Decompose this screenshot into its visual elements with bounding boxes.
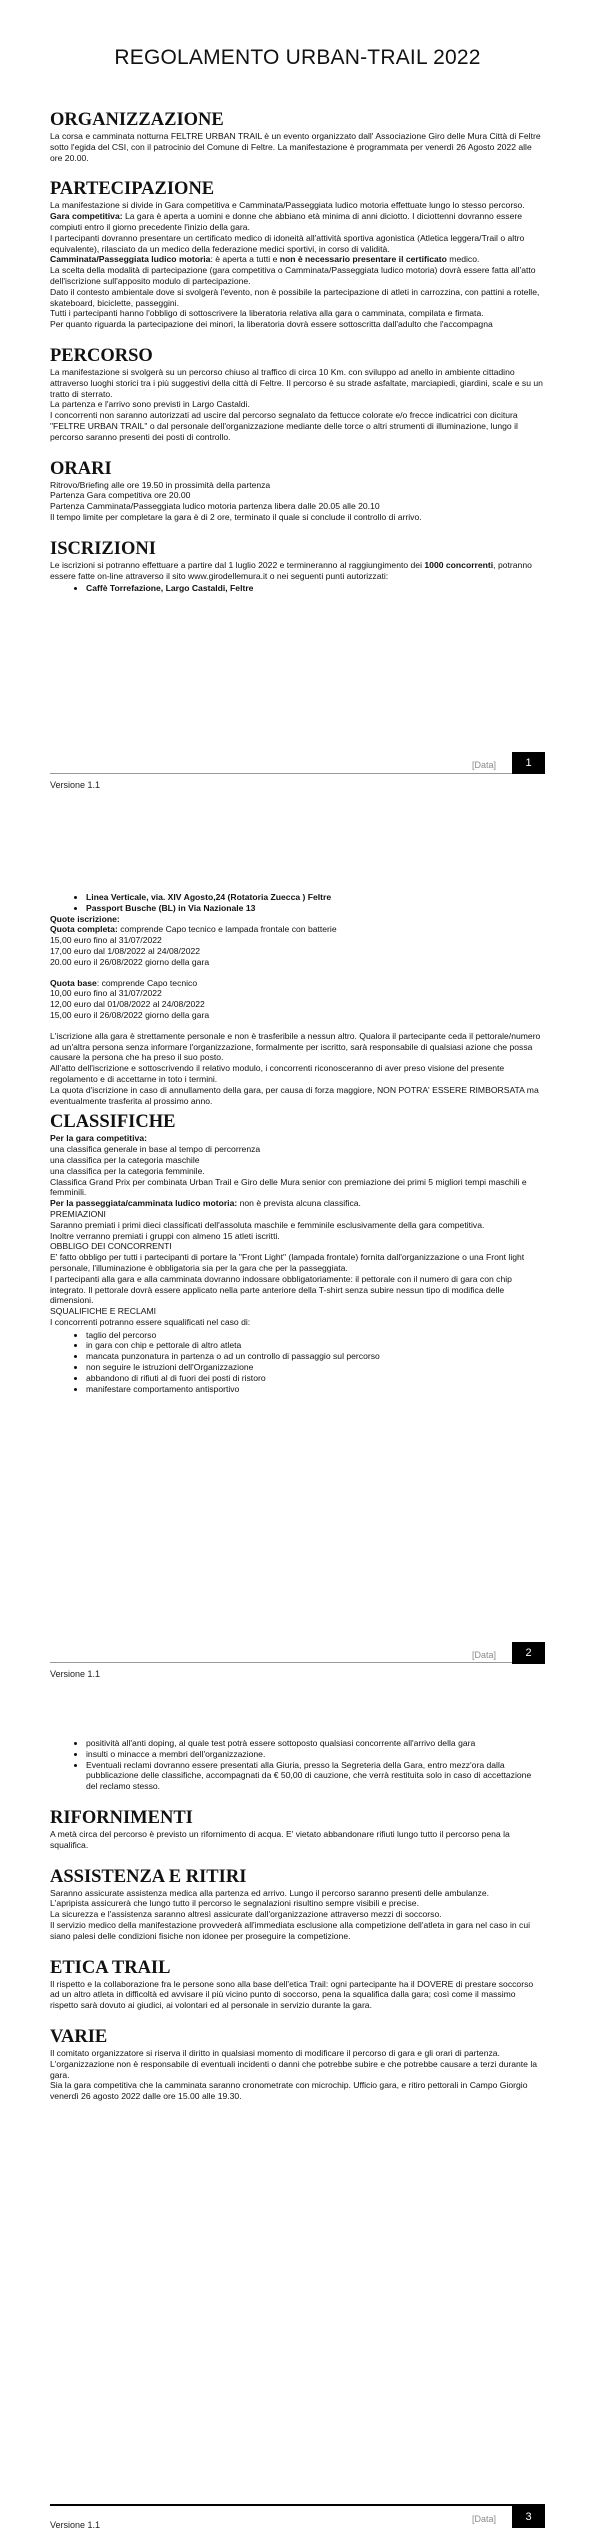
iscrizioni-text-start: Le iscrizioni si potranno effettuare a partire dal 1 luglio 2022 e termineranno al raggiungimento dei [50,559,425,570]
list-item: • Linea Verticale, via. XIV Agosto,24 (Rotatoria Zuecca ) Feltre [86,892,545,903]
heading-classifiche: CLASSIFICHE [50,1112,176,1133]
heading-partecipazione: PARTECIPAZIONE [50,179,215,200]
spacer [50,2011,545,2021]
squalifiche-text: I concorrenti potranno essere squalificati nel caso di: [50,1316,251,1327]
list-item: • mancata punzonatura in partenza o ad un controllo di passaggio sul percorso [86,1351,545,1362]
obbligo-text-1: E' fatto obbligo per tutti i partecipanti di portare la "Front Light" (lampada frontale) fornita dall'organizzazione o una Front light personale, l'illuminazione è obbligatoria sia per la gara che per la passeggiata. [50,1252,525,1273]
list-item: • Caffè Torrefazione, Largo Castaldi, Feltre [86,583,545,594]
quota-completa-label: Quota completa: [50,924,118,935]
camminata-label: Camminata/Passeggiata ludico motoria [50,254,211,265]
quota-completa-text: comprende Capo tecnico e lampada frontale con batterie [117,924,337,935]
classifiche-line-1: una classifica generale in base al tempo di percorrenza [50,1144,261,1155]
orari-line-1: Ritrovo/Briefing alle ore 19.50 in prossimità della partenza [50,479,271,490]
assistenza-text-4: Il servizio medico della manifestazione provvederà all'immediata esclusione alla competizione dell'atleta in gara nel caso in cui siano palesi delle condizioni fisiche non idonee per proseguire la competizione. [50,1919,531,1941]
spacer [50,1851,545,1861]
list-item: • non seguire le istruzioni dell'Organizzazione [86,1362,545,1373]
etica-text: Il rispetto e la collaborazione fra le persone sono alla base dell'etica Trail: ogni partecipante ha il DOVERE di prestare soccorso ad un altro atleta in difficoltà ed avvisare il più vicino punto di soccorso, pena la squalifica dalla gara; così come il massimo rispetto sarà dovuto ai giudici, ai volontari ed al personale in servizio durante la gara. [50,1978,534,2011]
varie-text-1: Il comitato organizzatore si riserva il diritto in qualsiasi momento di modificare il percorso di gara e gli orari di partenza. L'organizzazione non è responsabile di eventuali incidenti o danni che potrebbe subire e che potrebbe causare a terzi durante la gara. [50,2047,538,2080]
page-number: 1 [512,752,545,774]
list-item: • manifestare comportamento antisportivo [86,1384,545,1395]
quote-heading: Quote iscrizione: [50,913,120,924]
quota-base-line-1: 10,00 euro fino al 31/07/2022 [50,988,162,999]
punti-autorizzati-list-cont [50,892,545,914]
footer-date: [Data] [472,1650,497,1660]
version-label: Versione 1.1 [50,1669,101,1679]
squalifiche-list [50,1330,545,1395]
page-3-content [50,1738,545,2102]
varie-text-2: Sia la gara competitiva che la camminata saranno cronometrate con microchip. Ufficio gara, e ritiro pettorali in Campo Giorgio venerdì 26 agosto 2022 dalle ore 15.00 alle 19.30. [50,2080,528,2102]
quota-base-text: : comprende Capo tecnico [96,977,198,988]
classifiche-competitiva-label: Per la gara competitiva: [50,1133,147,1144]
percorso-text-3: I concorrenti non saranno autorizzati ad uscire dal percorso segnalato da fettucce colorate e/o frecce indicatrici con dicitura "FELTRE URBAN TRAIL" o dal personale dell'organizzazione mediante delle torce o altri strumenti di illuminazione, lungo il percorso saranno presenti dei posti di controllo. [50,410,518,442]
list-item: • taglio del percorso [86,1330,545,1341]
classifiche-line-4: Classifica Grand Prix per combinata Urban Trail e Giro delle Mura senior con premiazione dei primi 5 migliori tempi maschili e femminili. [50,1176,527,1198]
classifiche-passeggiata-text: non è prevista alcuna classifica. [237,1198,361,1209]
quota-base-label: Quota base [50,977,97,988]
page-2-content [50,892,545,1394]
list-item: • in gara con chip e pettorale di altro atleta [86,1340,545,1351]
heading-varie: VARIE [50,2026,108,2047]
quota-completa-paragraph [50,924,545,935]
quota-completa-line-3: 20.00 euro il 26/08/2022 giorno della gara [50,956,210,967]
assistenza-text-1: Saranno assicurate assistenza medica alla partenza ed arrivo. Lungo il percorso saranno presenti delle ambulanze. [50,1887,490,1898]
quota-base-paragraph [50,978,545,989]
classifiche-line-2: una classifica per la categoria maschile [50,1154,200,1165]
quota-base-line-3: 15,00 euro il 26/08/2022 giorno della gara [50,1009,210,1020]
footer-divider [50,1662,545,1663]
spacer [50,163,545,173]
quota-base-line-2: 12,00 euro dal 01/08/2022 al 24/08/2022 [50,999,205,1010]
regolamento-accettazione-text: All'atto dell'iscrizione e sottoscrivendo il relativo modulo, i concorrenti riconosceranno di aver preso visione del presente regolamento e di accettarne in toto i termini. [50,1063,505,1084]
heading-orari: ORARI [50,458,112,479]
gara-competitiva-text: La gara è aperta a uomini e donne che abbiano età minima di anni diciotto. I diciottenni dovranno essere compiuti entro il giorno precedente l'inizio della gara. [50,211,522,232]
heading-iscrizioni: ISCRIZIONI [50,538,156,559]
camminata-bold: non è necessario presentare il certificato [279,254,447,265]
minori-text: Per quanto riguarda la partecipazione dei minori, la liberatoria dovrà essere sottoscritta dall'adulto che l'accompagna [50,319,493,330]
squalifiche-list-cont [50,1738,545,1792]
footer-divider [50,2504,545,2508]
list-item: • insulti o minacce a membri dell'organizzazione. [86,1749,545,1760]
heading-rifornimenti: RIFORNIMENTI [50,1807,193,1828]
document-title: REGOLAMENTO URBAN-TRAIL 2022 [114,46,481,69]
spacer [50,330,545,340]
rifornimenti-text: A metà circa del percorso è previsto un rifornimento di acqua. E' vietato abbandonare rifiuti lungo tutto il percorso pena la squalifica. [50,1828,510,1850]
version-label: Versione 1.1 [50,2520,101,2530]
certificato-text: I partecipanti dovranno presentare un certificato medico di idoneità all'attività sportiva agonistica (Atletica leggera/Trail o altro equivalente), rilasciato da un medico della federazione medici sportivi, in corso di validità. [50,232,525,254]
partecipazione-intro: La manifestazione si divide in Gara competitiva e Camminata/Passeggiata ludico motoria effettuate lungo lo stesso percorso. [50,200,525,211]
list-item: • abbandono di rifiuti al di fuori dei posti di ristoro [86,1373,545,1384]
iscrizioni-text [50,560,545,582]
contesto-text: Dato il contesto ambientale dove si svolgerà l'evento, non è possibile la partecipazione di atleti in carrozzina, con pattini a rotelle, skateboard, biciclette, passeggini. [50,286,540,308]
footer-date: [Data] [472,760,497,770]
punti-autorizzati-list [50,583,545,594]
footer-date: [Data] [472,2514,497,2524]
obbligo-text-2: I partecipanti alla gara e alla camminata dovranno indossare obbligatoriamente: il pettorale con il numero di gara con chip integrato. Il pettorale dovrà essere applicato nella parte anteriore della T-shirt senza subire nessun tipo di modifica delle dimensioni. [50,1273,512,1306]
version-label: Versione 1.1 [50,780,101,790]
list-item: • Passport Busche (BL) in Via Nazionale 13 [86,903,545,914]
scelta-modalita-text: La scelta della modalità di partecipazione (gara competitiva o Camminata/Passeggiata ludico motoria) dovrà essere fatta all'atto dell'iscrizione sull'apposito modulo di partecipazione. [50,265,536,286]
page-number: 3 [512,2506,545,2528]
list-item: • positività all'anti doping, al quale test potrà essere sottoposto qualsiasi concorrente all'arrivo della gara [86,1738,545,1749]
premiazioni-text-1: Saranno premiati i primi dieci classificati dell'assoluta maschile e femminile esclusivamente della gara competitiva. [50,1219,485,1230]
percorso-text-1: La manifestazione si svolgerà su un percorso chiuso al traffico di circa 10 Km. con sviluppo ad anello in ambiente cittadino attraverso luoghi storici tra i più suggestivi della città di Feltre. Il percorso è su strade asfaltate, marciapiedi, giardini, scale e su un tratto di sterrato. [50,366,543,399]
camminata-end: medico. [446,254,480,265]
assistenza-text-3: La sicurezza e l'assistenza saranno altresì assicurate dall'organizzazione attraverso mezzi di soccorso. [50,1909,442,1920]
camminata-paragraph [50,254,545,265]
gara-competitiva-label: Gara competitiva: [50,211,123,222]
orari-line-2: Partenza Gara competitiva ore 20.00 [50,490,191,501]
spacer [50,1021,545,1031]
rimborso-text: La quota d'iscrizione in caso di annullamento della gara, per causa di forza maggiore, NON POTRA' ESSERE RIMBORSATA ma eventualmente trasferita al prossimo anno. [50,1084,539,1106]
premiazioni-heading: PREMIAZIONI [50,1208,106,1219]
iscrizione-personale-text: L'iscrizione alla gara è strettamente personale e non è trasferibile a nessun altro. Qualora il partecipante ceda il pettorale/numero ad un'altra persona senza informare l'organizzazione, formalmente per iscritto, sarà responsabile di qualsiasi azione che possa causare la persona che ha preso il suo posto. [50,1030,541,1063]
classifiche-line-3: una classifica per la categoria femminile. [50,1165,205,1176]
orari-line-4: Il tempo limite per completare la gara è di 2 ore, terminato il quale si conclude il controllo di arrivo. [50,511,422,522]
orari-line-3: Partenza Camminata/Passeggiata ludico motoria partenza libera dalle 20.05 alle 20.10 [50,501,380,512]
heading-etica: ETICA TRAIL [50,1957,171,1978]
classifiche-passeggiata-paragraph [50,1198,545,1209]
page-number: 2 [512,1642,545,1664]
liberatoria-text: Tutti i partecipanti hanno l'obbligo di sottoscrivere la liberatoria relativa alla gara o camminata, compilata e firmata. [50,308,484,319]
list-item: • Eventuali reclami dovranno essere presentati alla Giuria, presso la Segreteria della Gara, entro mezz'ora dalla pubblicazione delle classifiche, accompagnati da € 50,00 di cauzione, che verrà restituita solo in caso di accettazione del reclamo stesso. [86,1760,545,1792]
heading-percorso: PERCORSO [50,345,153,366]
spacer [50,1942,545,1952]
assistenza-text-2: L'apripista assicurerà che lungo tutto il percorso le segnalazioni risultino sempre visibili e precise. [50,1898,419,1909]
quota-completa-line-2: 17,00 euro dal 1/08/2022 al 24/08/2022 [50,945,201,956]
spacer [50,968,545,978]
page-1-content [50,104,545,594]
iscrizioni-text-end: , potranno essere fatte on-line attraverso il sito www.girodellemura.it o nei seguenti punti autorizzati: [50,559,532,581]
premiazioni-text-2: Inoltre verranno premiati i gruppi con almeno 15 atleti iscritti. [50,1230,280,1241]
spacer [50,443,545,453]
obbligo-heading: OBBLIGO DEI CONCORRENTI [50,1241,172,1252]
squalifiche-heading: SQUALIFICHE E RECLAMI [50,1306,157,1317]
classifiche-passeggiata-label: Per la passeggiata/camminata ludico motoria: [50,1198,238,1209]
camminata-text: : è aperta a tutti e [210,254,280,265]
organizzazione-text: La corsa e camminata notturna FELTRE URBAN TRAIL è un evento organizzato dall' Associazione Giro delle Mura Città di Feltre sotto l'egida del CSI, con il patrocinio del Comune di Feltre. La manifestazione è programmata per venerdì 26 Agosto 2022 alle ore 20.00. [50,131,541,163]
spacer [50,523,545,533]
spacer [50,1792,545,1802]
heading-organizzazione: ORGANIZZAZIONE [50,110,224,130]
iscrizioni-bold: 1000 concorrenti [424,559,494,570]
quota-completa-line-1: 15,00 euro fino al 31/07/2022 [50,935,162,946]
gara-competitiva-paragraph [50,211,545,233]
footer-divider [50,773,545,774]
percorso-text-2: La partenza e l'arrivo sono previsti in Largo Castaldi. [50,399,250,410]
heading-assistenza: ASSISTENZA E RITIRI [50,1866,247,1887]
